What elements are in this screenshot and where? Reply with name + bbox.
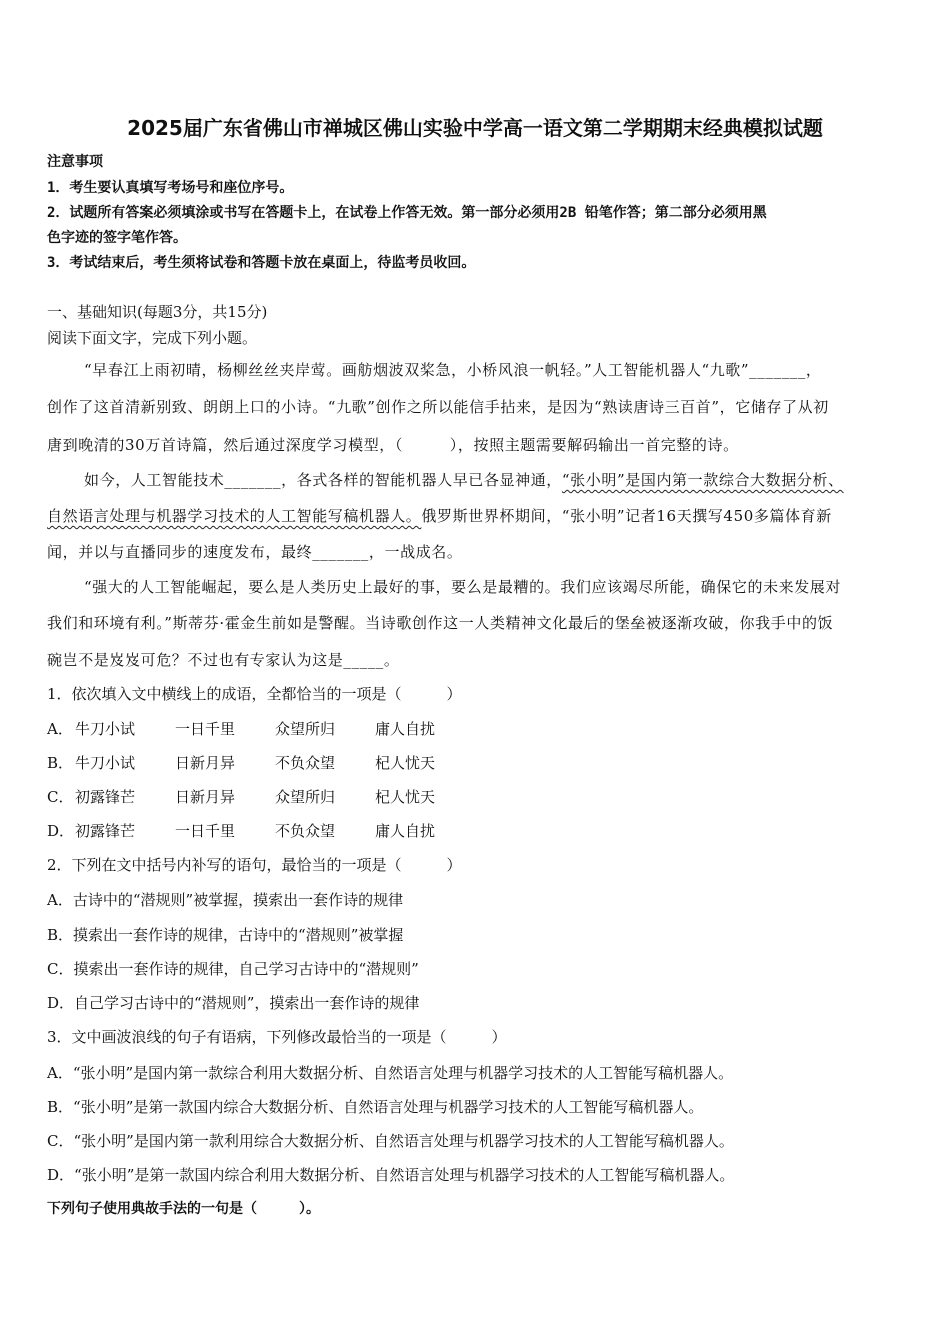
option-item: 杞人忧天 — [375, 788, 436, 806]
passage-line — [84, 470, 906, 490]
notice-item: 2．试题所有答案必须填涂或书写在答题卡上，在试卷上作答无效。第一部分必须用2B 铅笔作答；第二部分必须用黑 — [47, 205, 767, 221]
option-line: A．古诗中的“潜规则”被掌握，摸索出一套作诗的规律 — [47, 891, 404, 909]
option-row — [47, 787, 475, 807]
question-stem: 3．文中画波浪线的句子有语病，下列修改最恰当的一项是（ ） — [47, 1028, 507, 1046]
option-item: 不负众望 — [275, 822, 336, 840]
page-title: 2025届广东省佛山市禅城区佛山实验中学高一语文第二学期期末经典模拟试题 — [127, 116, 823, 140]
option-item: 庸人自扰 — [375, 822, 436, 840]
passage-text: 俄罗斯世界杯期间，“张小明”记者16天撰写450多篇体育新 — [421, 507, 832, 525]
question-stem: 2．下列在文中括号内补写的语句，最恰当的一项是（ ） — [47, 856, 462, 874]
option-item: 一日千里 — [175, 720, 236, 738]
option-line: D．自己学习古诗中的“潜规则”，摸索出一套作诗的规律 — [47, 994, 420, 1012]
wavy-sentence: “张小明”是国内第一款综合大数据分析、 — [561, 471, 844, 489]
option-item: 杞人忧天 — [375, 754, 436, 772]
passage-line: 我们和环境有利。”斯蒂芬·霍金生前如是警醒。当诗歌创作这一人类精神文化最后的堡垒被逐渐攻破，你我手中的饭 — [47, 614, 834, 632]
option-item: 不负众望 — [275, 754, 336, 772]
option-item: 牛刀小试 — [75, 754, 136, 772]
wavy-sentence: 自然语言处理与机器学习技术的人工智能写稿机器人。 — [47, 507, 422, 525]
option-item: 庸人自扰 — [375, 720, 436, 738]
notice-item: 1．考生要认真填写考场号和座位序号。 — [47, 180, 294, 196]
option-line: B．“张小明”是第一款国内综合大数据分析、自然语言处理与机器学习技术的人工智能写稿机器人。 — [47, 1098, 704, 1116]
option-row — [47, 753, 475, 773]
passage-line: “强大的人工智能崛起，要么是人类历史上最好的事，要么是最糟的。我们应该竭尽所能，确保它的未来发展对 — [84, 578, 842, 596]
option-letter: B． — [47, 754, 74, 772]
option-item: 日新月异 — [175, 754, 236, 772]
option-line: D．“张小明”是第一款国内综合利用大数据分析、自然语言处理与机器学习技术的人工智能写稿机器人。 — [47, 1166, 735, 1184]
passage-line: “早春江上雨初晴，杨柳丝丝夹岸莺。画舫烟波双桨急，小桥风浪一帆轻。”人工智能机器人“九歌”_______， — [84, 361, 822, 379]
option-row — [47, 821, 475, 841]
option-item: 众望所归 — [275, 788, 336, 806]
passage-line: 唐到晚清的30万首诗篇，然后通过深度学习模型，（ ），按照主题需要解码输出一首完整的诗。 — [47, 436, 739, 454]
question-stem: 下列句子使用典故手法的一句是（ ）。 — [47, 1201, 320, 1217]
section-heading: 一、基础知识(每题3分，共15分) — [47, 303, 268, 321]
option-item: 一日千里 — [175, 822, 236, 840]
passage-line: 创作了这首清新别致、朗朗上口的小诗。“九歌”创作之所以能信手拈来，是因为“熟读唐诗三百首”，它储存了从初 — [47, 398, 829, 416]
notice-heading: 注意事项 — [47, 154, 103, 170]
passage-text: 如今，人工智能技术_______，各式各样的智能机器人早已各显神通， — [84, 471, 562, 489]
option-item: 初露锋芒 — [75, 822, 136, 840]
option-item: 众望所归 — [275, 720, 336, 738]
option-line: C．“张小明”是国内第一款利用综合大数据分析、自然语言处理与机器学习技术的人工智能写稿机器人。 — [47, 1132, 734, 1150]
section-intro: 阅读下面文字，完成下列小题。 — [47, 329, 258, 347]
option-letter: A． — [47, 720, 73, 738]
option-letter: C． — [47, 788, 74, 806]
option-letter: D． — [47, 822, 75, 840]
passage-line — [47, 506, 905, 526]
option-row — [47, 719, 475, 739]
option-item: 日新月异 — [175, 788, 236, 806]
notice-item: 色字迹的签字笔作答。 — [47, 230, 187, 246]
option-line: A．“张小明”是国内第一款综合利用大数据分析、自然语言处理与机器学习技术的人工智能写稿机器人。 — [47, 1064, 734, 1082]
option-item: 初露锋芒 — [75, 788, 136, 806]
option-line: C．摸索出一套作诗的规律，自己学习古诗中的“潜规则” — [47, 960, 419, 978]
passage-line: 闻，并以与直播同步的速度发布，最终_______，一战成名。 — [47, 543, 463, 561]
notice-item: 3．考试结束后，考生须将试卷和答题卡放在桌面上，待监考员收回。 — [47, 255, 476, 271]
passage-line: 碗岂不是岌岌可危？不过也有专家认为这是_____。 — [47, 651, 400, 669]
question-stem: 1．依次填入文中横线上的成语，全都恰当的一项是（ ） — [47, 685, 462, 703]
option-line: B．摸索出一套作诗的规律，古诗中的“潜规则”被掌握 — [47, 926, 404, 944]
option-item: 牛刀小试 — [75, 720, 136, 738]
